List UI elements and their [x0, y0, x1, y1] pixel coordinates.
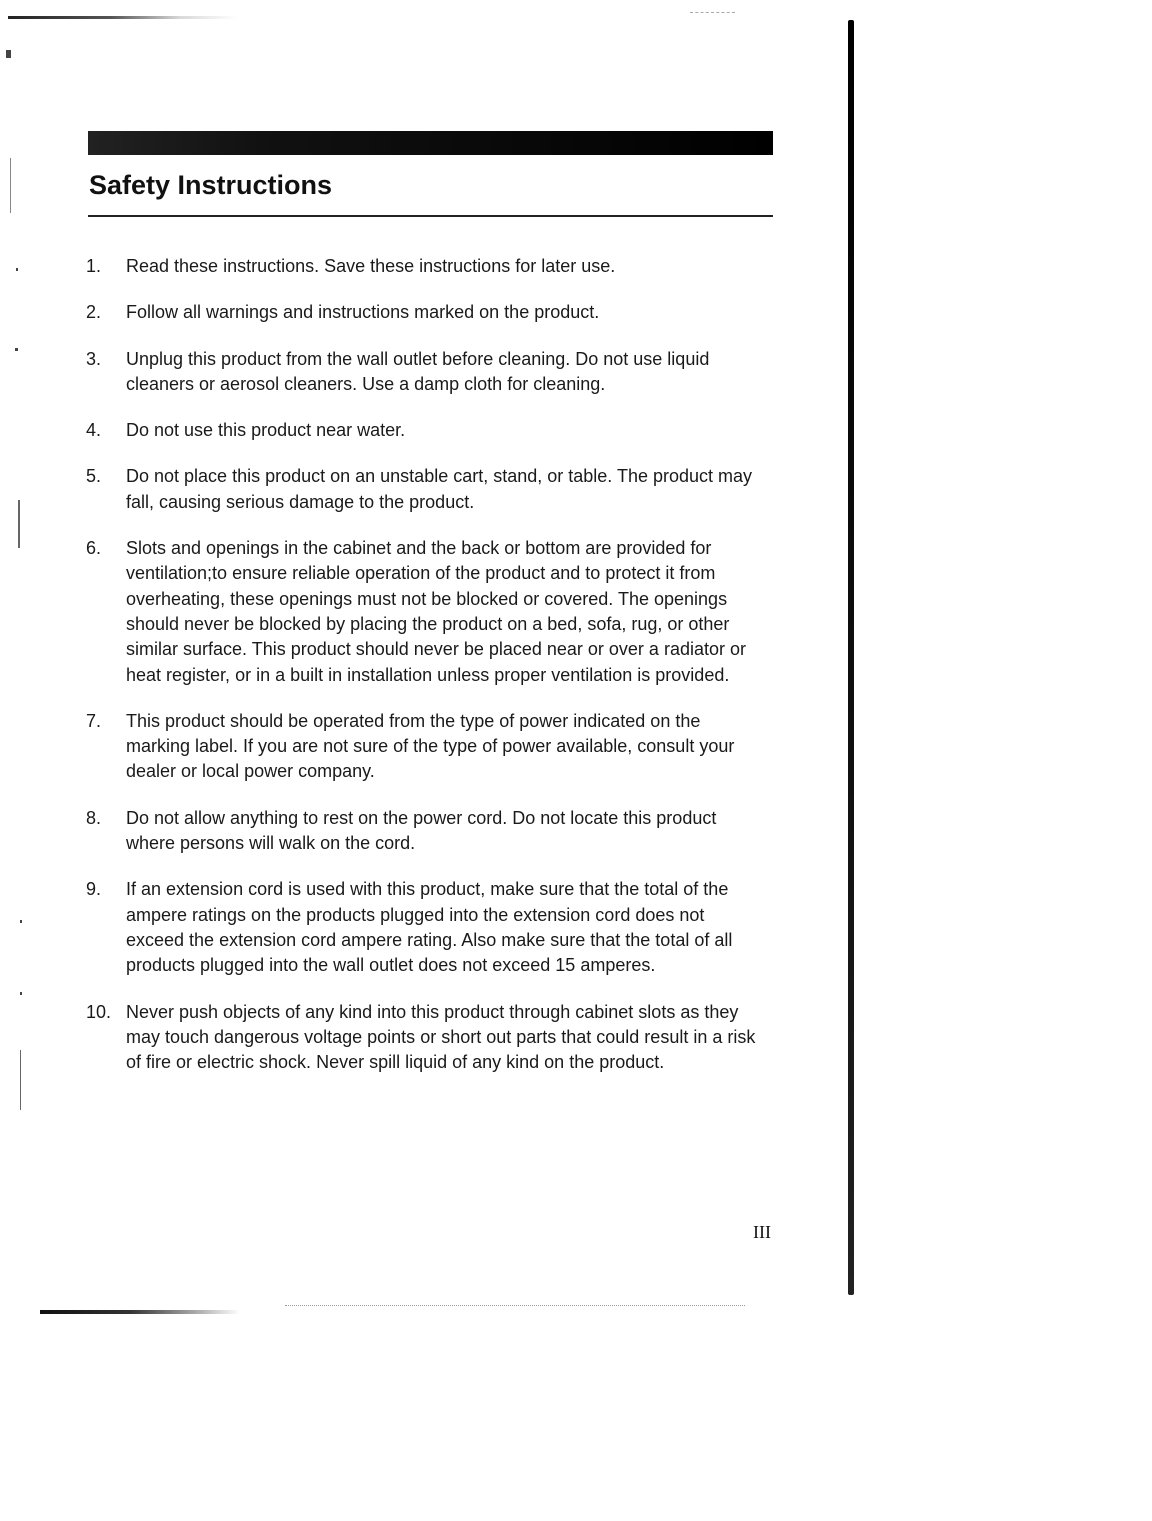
list-item: [86, 709, 766, 785]
item-number: 1.: [86, 256, 102, 276]
item-text: Do not use this product near water.: [126, 420, 406, 441]
item-number: 2.: [86, 302, 102, 323]
list-item: [86, 806, 766, 857]
item-text: Read these instructions. Save these instructions for later use.: [126, 256, 616, 276]
list-item: [86, 877, 766, 978]
instruction-list: [86, 254, 766, 1096]
item-number: 10.: [86, 1001, 112, 1022]
item-text: Do not place this product on an unstable cart, stand, or table. The product may fall, causing serious damage to the product.: [126, 466, 753, 512]
item-number: 6.: [86, 538, 102, 559]
list-item: [86, 254, 766, 279]
scan-artifact-bottom-dots: [285, 1305, 745, 1307]
item-number: 4.: [86, 420, 102, 441]
item-number: 5.: [86, 466, 102, 487]
item-text: Unplug this product from the wall outlet before cleaning. Do not use liquid cleaners or aerosol cleaners. Use a damp cloth for cleaning.: [126, 348, 710, 394]
list-item: [86, 464, 766, 515]
scan-artifact-top-left: [8, 16, 238, 19]
list-item: [86, 1000, 766, 1076]
item-number: 3.: [86, 348, 102, 369]
binding-edge: [848, 20, 854, 1295]
scan-artifact-top-right: [690, 12, 735, 14]
scan-artifact-bottom-left: [40, 1310, 240, 1314]
item-text: Do not allow anything to rest on the power cord. Do not locate this product where persons will walk on the cord.: [126, 807, 717, 854]
item-text: Slots and openings in the cabinet and the back or bottom are provided for ventilation;to ensure reliable operation of the product and to protect it from overheating, these openings must not be blocked or covered. The openings should never be blocked by placing the product on a bed, sofa, rug, or other similar surface. This product should never be placed near or over a radiator or heat register, or in a built in installation unless proper ventilation is provided.: [126, 538, 746, 685]
item-text: Never push objects of any kind into this product through cabinet slots as they may touch dangerous voltage points or short out parts that could result in a risk of fire or electric shock. Never spill liquid of any kind on the product.: [126, 1001, 756, 1073]
item-text: Follow all warnings and instructions marked on the product.: [126, 302, 600, 323]
list-item: [86, 300, 766, 325]
item-text: This product should be operated from the type of power indicated on the marking label. If you are not sure of the type of power available, consult your dealer or local power company.: [126, 710, 735, 782]
item-number: 9.: [86, 879, 102, 900]
page-number: III: [753, 1222, 771, 1242]
list-item: [86, 347, 766, 398]
page-title: Safety Instructions: [89, 170, 333, 200]
item-text: If an extension cord is used with this product, make sure that the total of the ampere ratings on the products plugged into the extension cord does not exceed the extension cord ampere rating. Also make sure that the total of all products plugged into the wall outlet does not exceed 15 amperes.: [126, 879, 733, 976]
item-number: 7.: [86, 710, 102, 731]
list-item: [86, 418, 766, 443]
list-item: [86, 536, 766, 688]
title-rule: [88, 215, 773, 217]
scan-margin-marks: [4, 40, 30, 1140]
header-bar: [88, 131, 773, 155]
item-number: 8.: [86, 807, 102, 828]
